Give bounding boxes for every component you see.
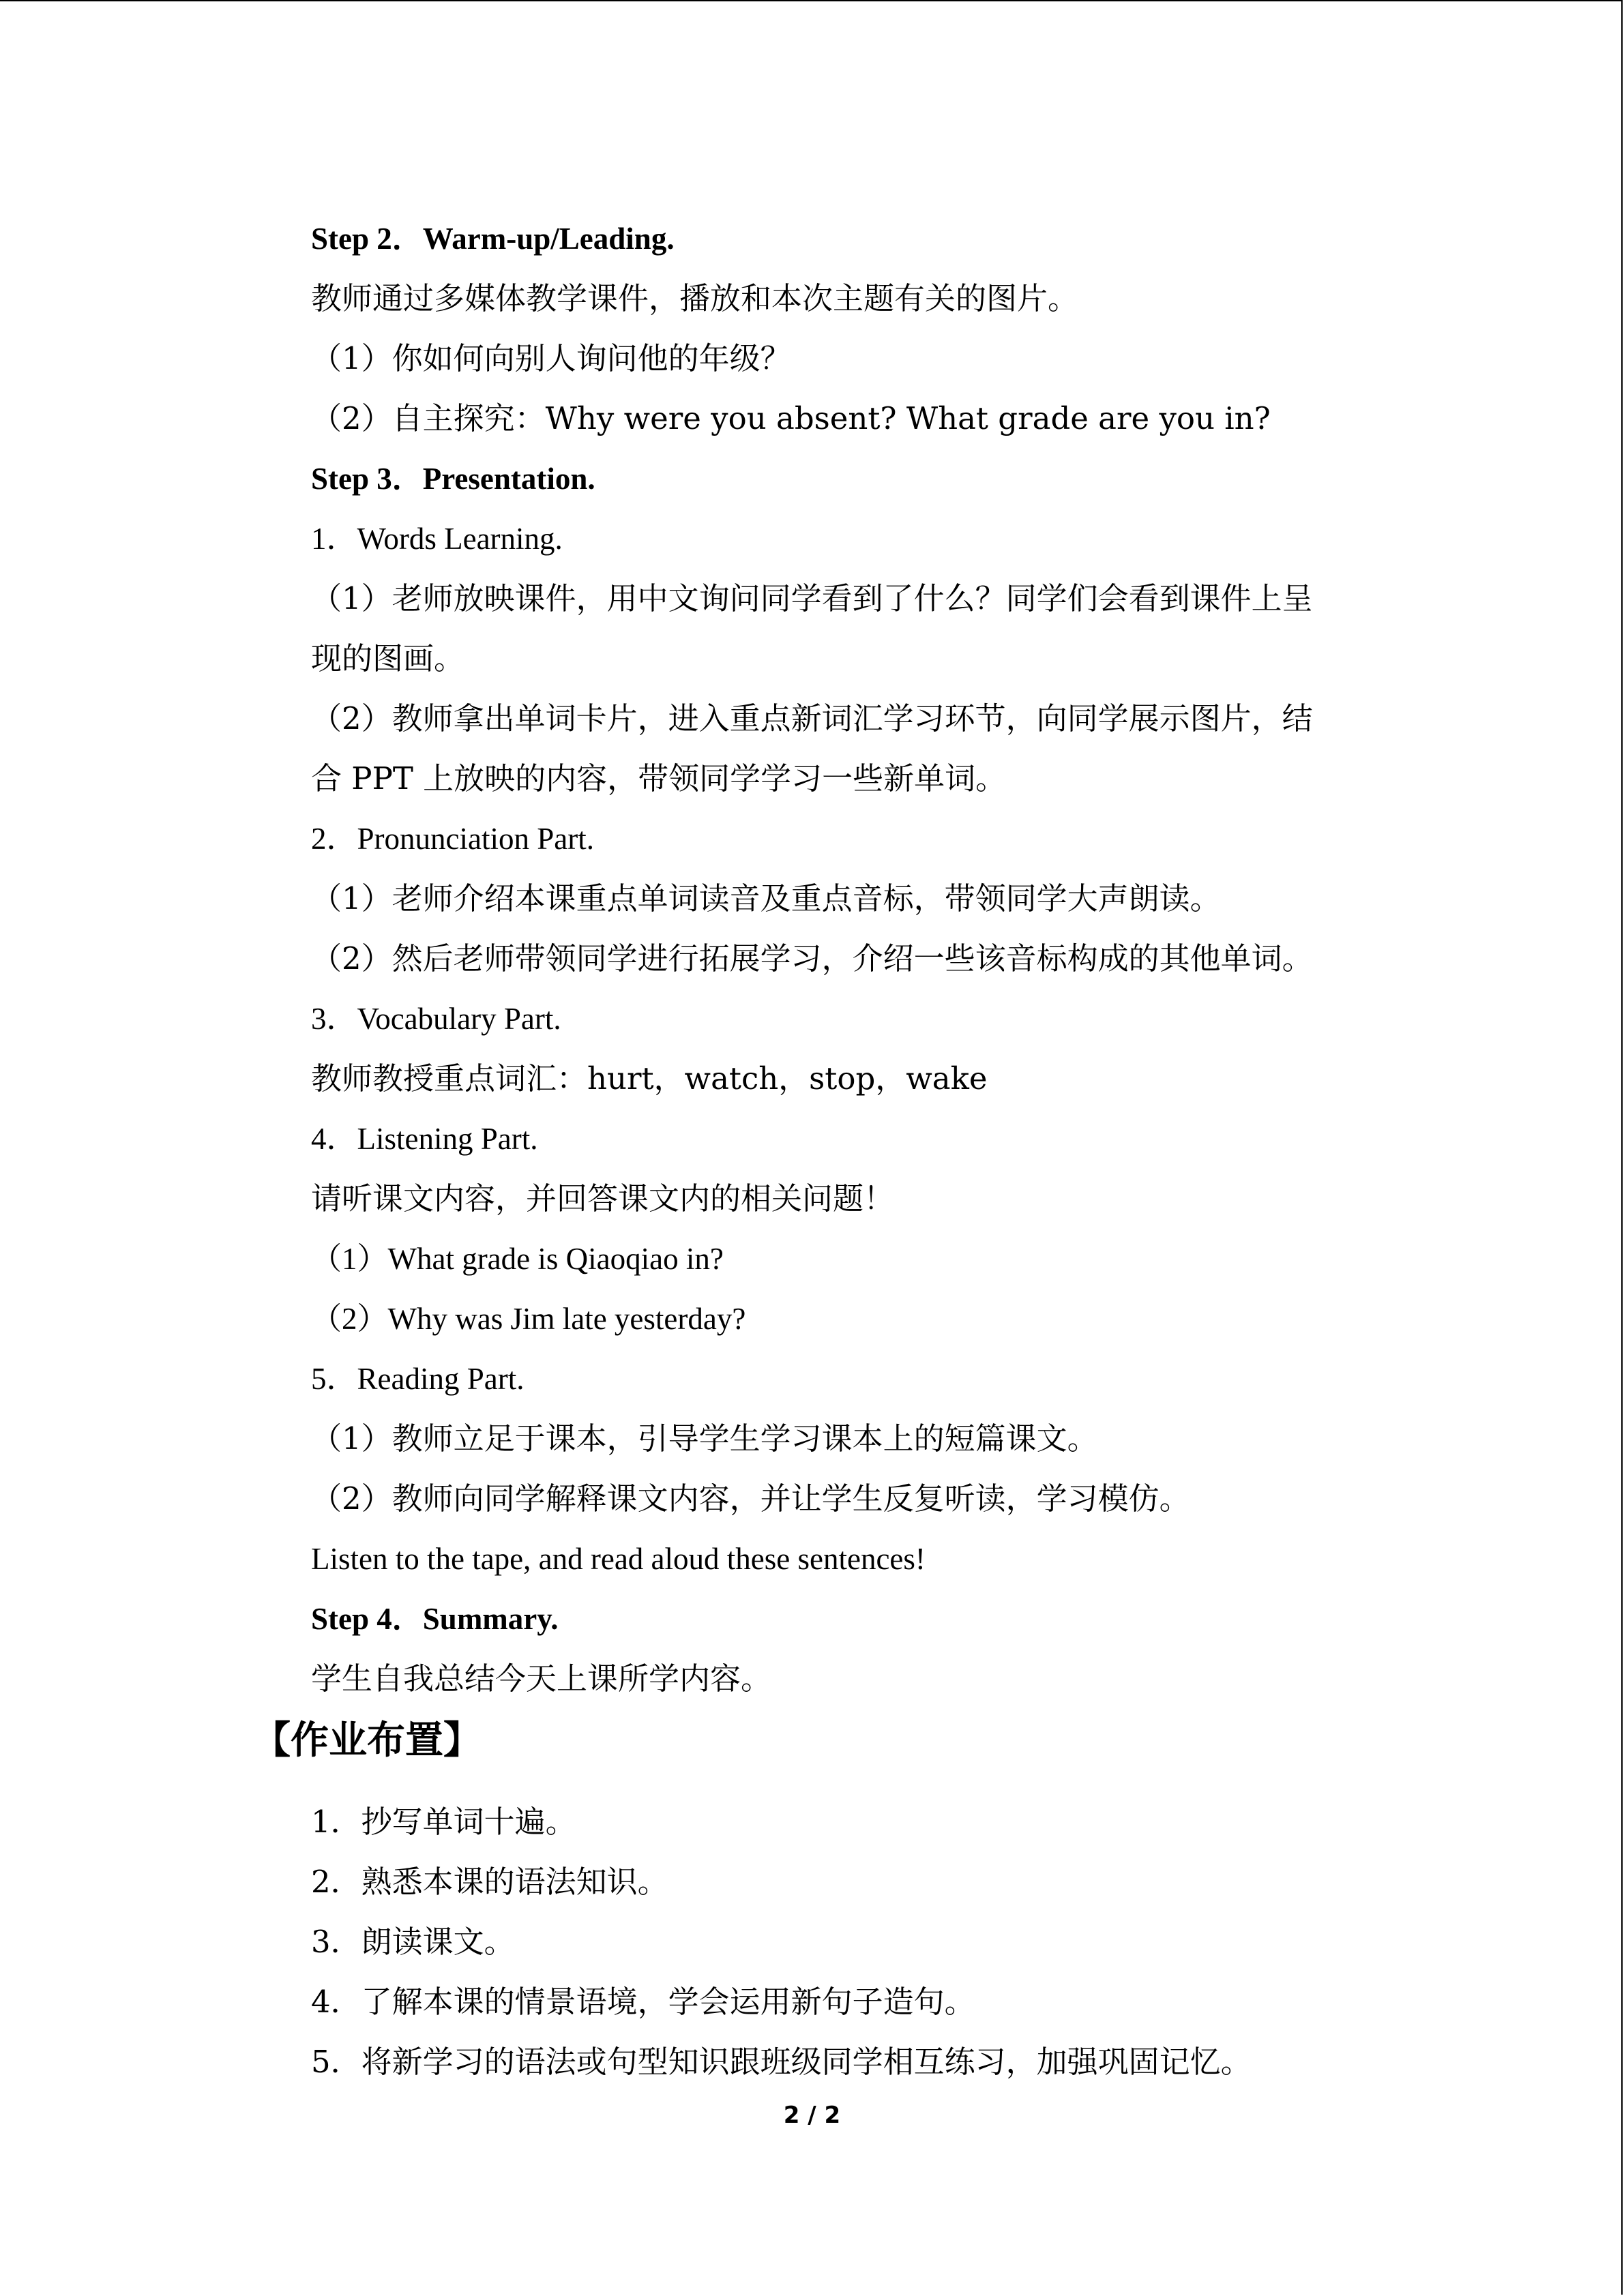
- step-heading: Step 3．Presentation.: [311, 462, 595, 496]
- homework-item: 2．熟悉本课的语法知识。: [311, 1864, 668, 1900]
- paragraph-line: （1）教师立足于课本，引导学生学习课本上的短篇课文。: [311, 1420, 1098, 1457]
- paragraph-line: 现的图画。: [311, 640, 465, 676]
- paragraph-line: 教师教授重点词汇：hurt，watch，stop，wake: [311, 1060, 988, 1097]
- paragraph-line: （2）Why was Jim late yesterday?: [311, 1302, 746, 1336]
- paragraph-line: （1）老师放映课件，用中文询问同学看到了什么？同学们会看到课件上呈: [311, 580, 1313, 616]
- page-number: 2 / 2: [783, 2102, 841, 2129]
- paragraph-line: （2）教师向同学解释课文内容，并让学生反复听读，学习模仿。: [311, 1480, 1190, 1517]
- paragraph-line: 1．Words Learning.: [311, 522, 563, 556]
- homework-list: [311, 1792, 1389, 2092]
- homework-item: 4．了解本课的情景语境，学会运用新句子造句。: [311, 1984, 975, 2020]
- paragraph-line: Listen to the tape, and read aloud these sentences!: [311, 1542, 926, 1576]
- paragraph-line: （2）然后老师带领同学进行拓展学习，介绍一些该音标构成的其他单词。: [311, 940, 1313, 976]
- homework-item: 1．抄写单词十遍。: [311, 1804, 576, 1840]
- paragraph-line: 请听课文内容，并回答课文内的相关问题！: [311, 1180, 895, 1217]
- paragraph-line: 学生自我总结今天上课所学内容。: [311, 1660, 772, 1697]
- paragraph-line: 5．Reading Part.: [311, 1362, 525, 1396]
- paragraph-line: （1）你如何向别人询问他的年级？: [311, 340, 791, 376]
- homework-item: 5．将新学习的语法或句型知识跟班级同学相互练习，加强巩固记忆。: [311, 2044, 1252, 2080]
- step-heading: Step 2．Warm-up/Leading.: [311, 222, 675, 256]
- paragraph-line: （1）老师介绍本课重点单词读音及重点音标，带领同学大声朗读。: [311, 880, 1221, 916]
- homework-item: 3．朗读课文。: [311, 1924, 515, 1960]
- paragraph-line: （1）What grade is Qiaoqiao in?: [311, 1242, 724, 1276]
- paragraph-line: 4．Listening Part.: [311, 1122, 538, 1156]
- paragraph-line: （2）自主探究：Why were you absent? What grade are you in?: [311, 400, 1271, 436]
- paragraph-line: 3．Vocabulary Part.: [311, 1002, 561, 1036]
- paragraph-line: （2）教师拿出单词卡片，进入重点新词汇学习环节，向同学展示图片，结: [311, 700, 1313, 736]
- paragraph-line: 合 PPT 上放映的内容，带领同学学习一些新单词。: [311, 760, 1007, 796]
- paragraph-line: 2．Pronunciation Part.: [311, 822, 594, 856]
- paragraph-line: 教师通过多媒体教学课件，播放和本次主题有关的图片。: [311, 280, 1079, 316]
- step-heading: Step 4．Summary.: [311, 1602, 559, 1636]
- homework-heading: 【作业布置】: [252, 1718, 482, 1763]
- lesson-steps: [311, 209, 1389, 1709]
